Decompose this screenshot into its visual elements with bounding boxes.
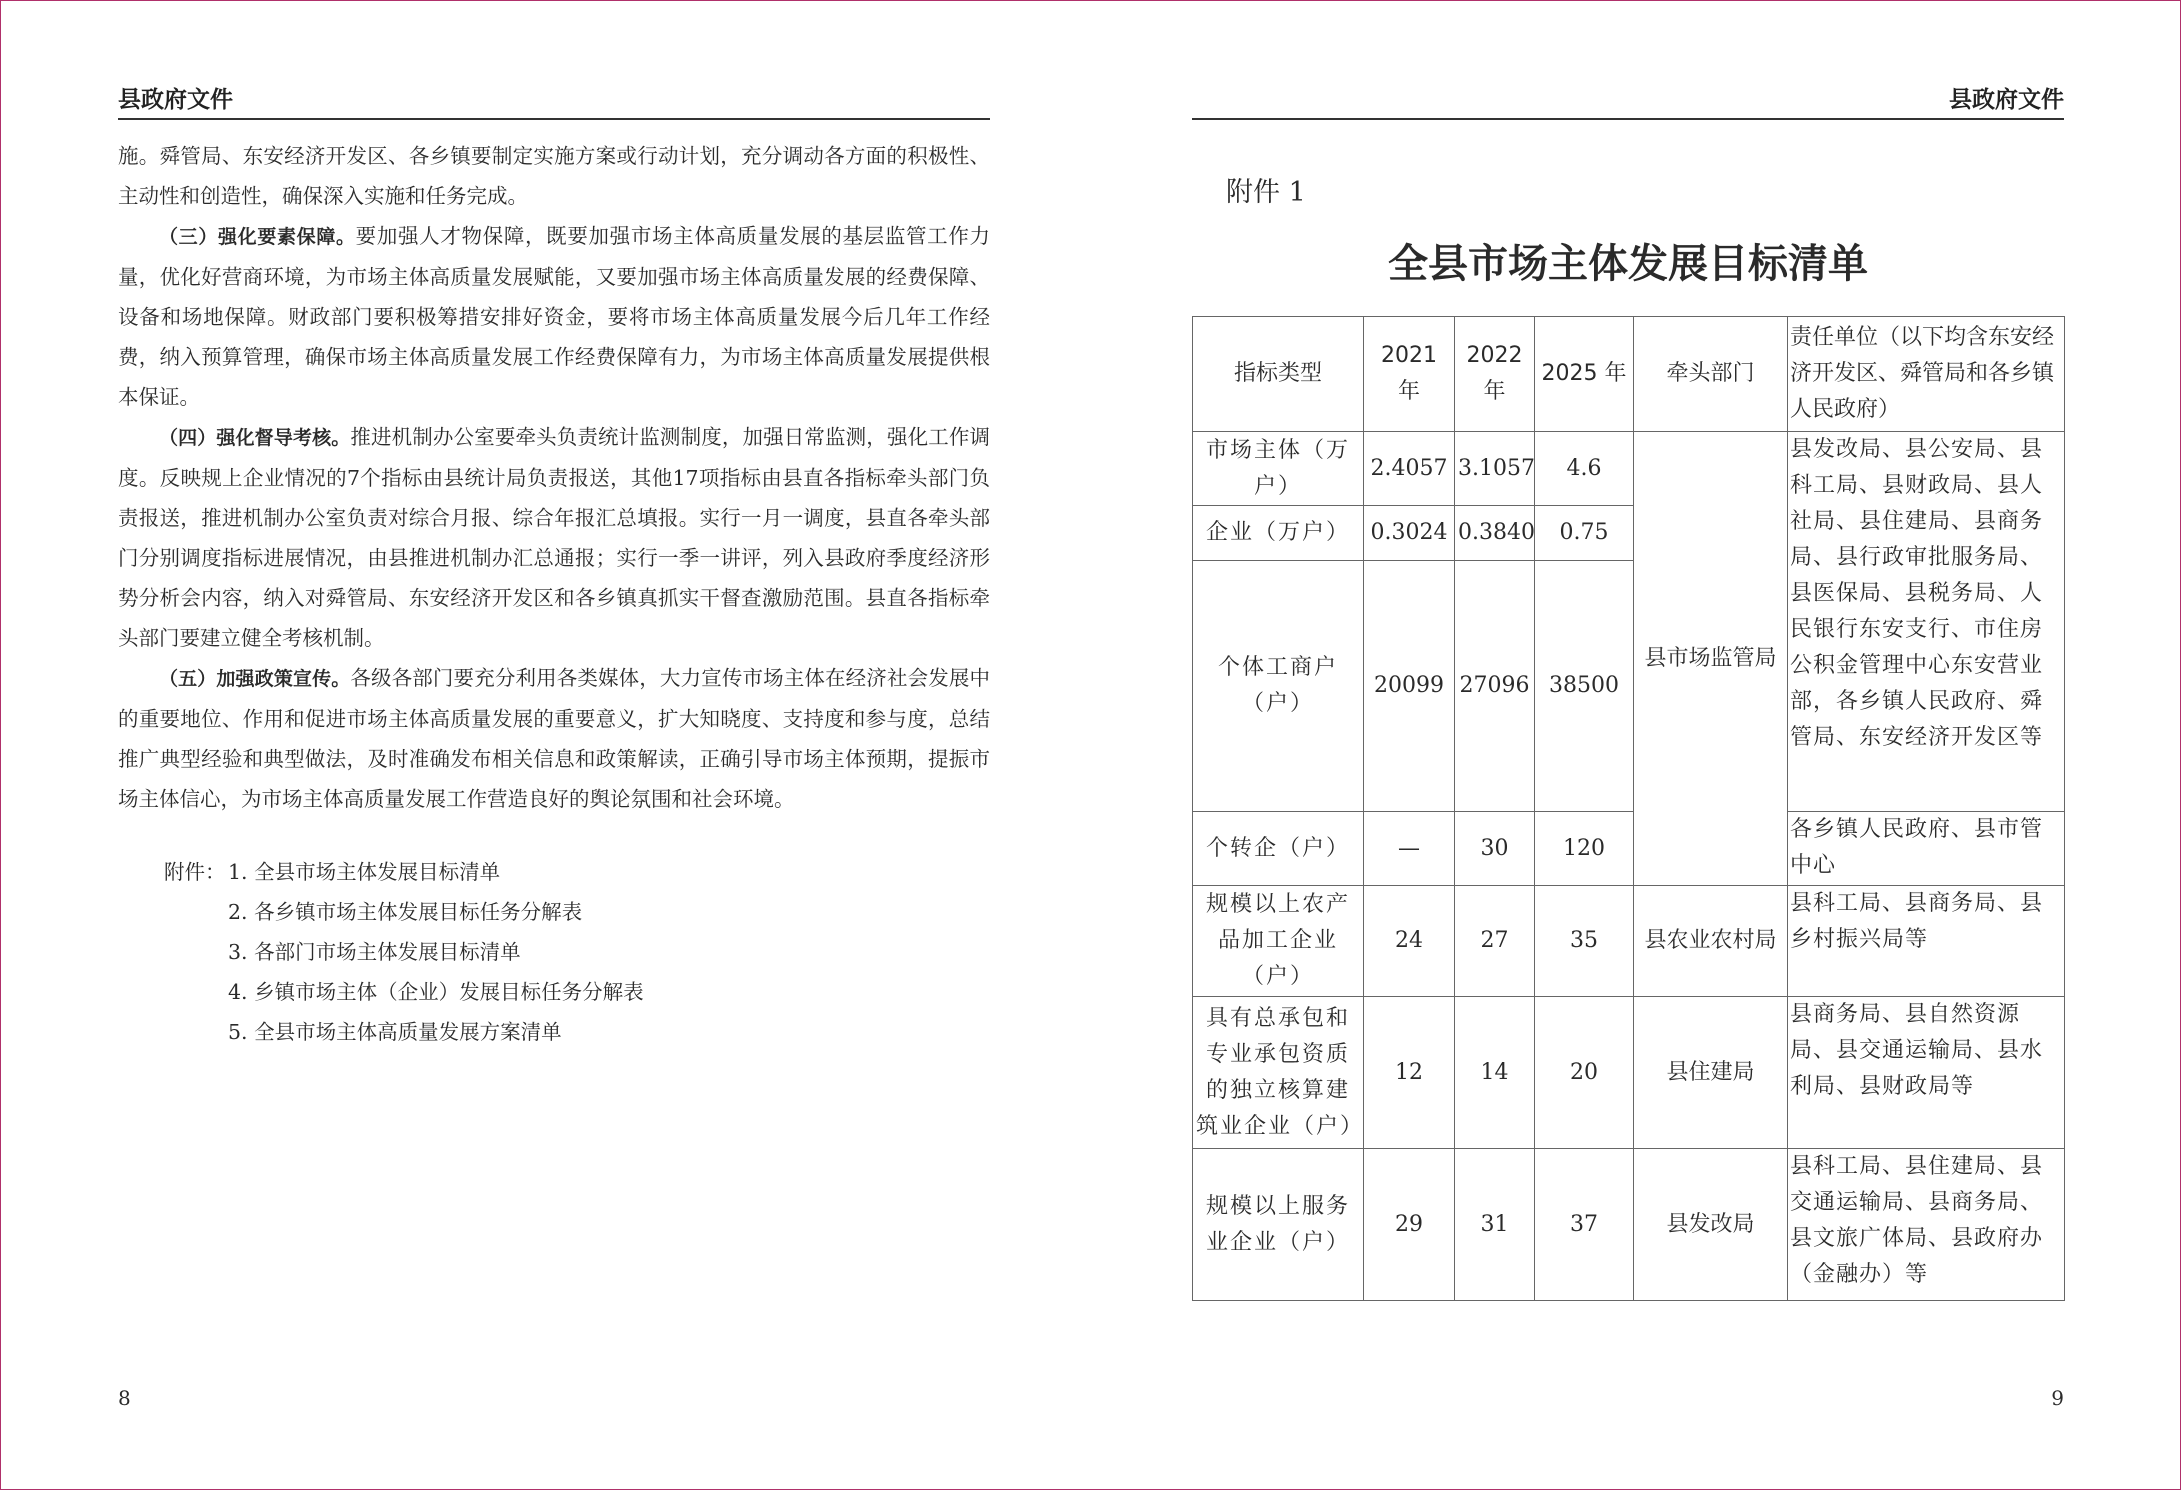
annex-label: 附件 1 bbox=[1226, 177, 1306, 208]
column-header: 2021 年 bbox=[1364, 317, 1455, 432]
header-title: 县政府文件 bbox=[118, 87, 233, 113]
document-title: 全县市场主体发展目标清单 bbox=[1388, 241, 1868, 287]
table-row bbox=[1193, 1149, 2065, 1301]
value-cell: 27096 bbox=[1455, 561, 1535, 812]
column-header: 责任单位（以下均含东安经济开发区、舜管局和各乡镇人民政府） bbox=[1788, 317, 2065, 432]
column-header: 指标类型 bbox=[1193, 317, 1364, 432]
value-cell: 27 bbox=[1455, 886, 1535, 997]
value-cell: 12 bbox=[1364, 997, 1455, 1149]
indicator-cell: 市场主体（万户） bbox=[1193, 432, 1364, 506]
value-cell: 35 bbox=[1535, 886, 1634, 997]
header-title: 县政府文件 bbox=[1949, 87, 2064, 113]
attachments-label: 附件： bbox=[164, 860, 226, 884]
attachments-list bbox=[164, 852, 644, 1052]
lead-department-cell: 县发改局 bbox=[1634, 1149, 1788, 1301]
left-page bbox=[118, 0, 990, 1490]
value-cell: 4.6 bbox=[1535, 432, 1634, 506]
value-cell: 2.4057 bbox=[1364, 432, 1455, 506]
paragraph-resource-guarantee bbox=[118, 216, 990, 417]
table-row bbox=[1193, 997, 2065, 1149]
table-row bbox=[1193, 432, 2065, 506]
value-cell: 3.1057 bbox=[1455, 432, 1535, 506]
lead-department-cell: 县住建局 bbox=[1634, 997, 1788, 1149]
right-page bbox=[1192, 0, 2064, 1490]
table-row bbox=[1193, 812, 2065, 886]
table-header-row bbox=[1193, 317, 2065, 432]
value-cell: 29 bbox=[1364, 1149, 1455, 1301]
value-cell: 20 bbox=[1535, 997, 1634, 1149]
column-header: 牵头部门 bbox=[1634, 317, 1788, 432]
lead-department-cell: 县农业农村局 bbox=[1634, 886, 1788, 997]
responsible-units-cell: 县科工局、县商务局、县乡村振兴局等 bbox=[1788, 886, 2065, 997]
lead-department-cell: 县市场监管局 bbox=[1634, 432, 1788, 886]
running-header-left bbox=[118, 86, 990, 120]
value-cell: 14 bbox=[1455, 997, 1535, 1149]
responsible-units-cell: 县商务局、县自然资源局、县交通运输局、县水利局、县财政局等 bbox=[1788, 997, 2065, 1149]
paragraph-text: 施。舜管局、东安经济开发区、各乡镇要制定实施方案或行动计划，充分调动各方面的积极性、主动性和创造性，确保深入实施和任务完成。 bbox=[118, 144, 990, 208]
value-cell: 31 bbox=[1455, 1149, 1535, 1301]
page-number: 8 bbox=[118, 1386, 131, 1410]
responsible-units-cell: 县科工局、县住建局、县交通运输局、县商务局、县文旅广体局、县政府办（金融办）等 bbox=[1788, 1149, 2065, 1301]
value-cell: 24 bbox=[1364, 886, 1455, 997]
table-row bbox=[1193, 886, 2065, 997]
paragraph-continuation bbox=[118, 136, 990, 216]
indicator-cell: 个体工商户（户） bbox=[1193, 561, 1364, 812]
indicator-cell: 企业（万户） bbox=[1193, 506, 1364, 561]
paragraph-text: 各级各部门要充分利用各类媒体，大力宣传市场主体在经济社会发展中的重要地位、作用和促进市场主体高质量发展的重要意义，扩大知晓度、支持度和参与度，总结推广典型经验和典型做法，及时准确发布相关信息和政策解读，正确引导市场主体预期，提振市场主体信心，为市场主体高质量发展工作营造良好的舆论氛围和社会环境。 bbox=[118, 666, 990, 811]
paragraph-text: 要加强人才物保障，既要加强市场主体高质量发展的基层监管工作力量，优化好营商环境，为市场主体高质量发展赋能，又要加强市场主体高质量发展的经费保障、设备和场地保障。财政部门要积极筹措安排好资金，要将市场主体高质量发展今后几年工作经费，纳入预算管理，确保市场主体高质量发展工作经费保障有力，为市场主体高质量发展提供根本保证。 bbox=[118, 224, 990, 409]
paragraph-text: 推进机制办公室要牵头负责统计监测制度，加强日常监测，强化工作调度。反映规上企业情况的7个指标由县统计局负责报送，其他17项指标由县直各指标牵头部门负责报送，推进机制办公室负责对综合月报、综合年报汇总填报。实行一月一调度，县直各牵头部门分别调度指标进展情况，由县推进机制办汇总通报；实行一季一讲评，列入县政府季度经济形势分析会内容，纳入对舜管局、东安经济开发区和各乡镇真抓实干督查激励范围。县直各指标牵头部门要建立健全考核机制。 bbox=[118, 425, 990, 650]
indicator-cell: 个转企（户） bbox=[1193, 812, 1364, 886]
attachment-item: 4. 乡镇市场主体（企业）发展目标任务分解表 bbox=[228, 980, 644, 1004]
value-cell: 0.75 bbox=[1535, 506, 1634, 561]
value-cell: 30 bbox=[1455, 812, 1535, 886]
column-header: 2025 年 bbox=[1535, 317, 1634, 432]
value-cell: 20099 bbox=[1364, 561, 1455, 812]
indicator-cell: 具有总承包和专业承包资质的独立核算建筑业企业（户） bbox=[1193, 997, 1364, 1149]
paragraph-lead: （三）强化要素保障。 bbox=[159, 226, 356, 248]
value-cell: 38500 bbox=[1535, 561, 1634, 812]
paragraph-lead: （四）强化督导考核。 bbox=[159, 427, 351, 449]
attachment-item: 5. 全县市场主体高质量发展方案清单 bbox=[228, 1020, 562, 1044]
page-number: 9 bbox=[2051, 1386, 2064, 1410]
attachment-item: 3. 各部门市场主体发展目标清单 bbox=[228, 940, 521, 964]
value-cell: 120 bbox=[1535, 812, 1634, 886]
value-cell: 0.3024 bbox=[1364, 506, 1455, 561]
column-header: 2022 年 bbox=[1455, 317, 1535, 432]
paragraph-supervision bbox=[118, 417, 990, 658]
running-header-right bbox=[1192, 86, 2064, 120]
targets-table bbox=[1192, 316, 2065, 1301]
paragraph-publicity bbox=[118, 658, 990, 819]
paragraph-lead: （五）加强政策宣传。 bbox=[159, 668, 351, 690]
responsible-units-cell: 各乡镇人民政府、县市管中心 bbox=[1788, 812, 2065, 886]
indicator-cell: 规模以上服务业企业（户） bbox=[1193, 1149, 1364, 1301]
value-cell: 0.3840 bbox=[1455, 506, 1535, 561]
responsible-units-cell: 县发改局、县公安局、县科工局、县财政局、县人社局、县住建局、县商务局、县行政审批服务局、县医保局、县税务局、人民银行东安支行、市住房公积金管理中心东安营业部，各乡镇人民政府、舜管局、东安经济开发区等 bbox=[1788, 432, 2065, 812]
attachment-item: 附件： 1. 全县市场主体发展目标清单 bbox=[164, 852, 644, 892]
value-cell: 37 bbox=[1535, 1149, 1634, 1301]
indicator-cell: 规模以上农产品加工企业（户） bbox=[1193, 886, 1364, 997]
value-cell: — bbox=[1364, 812, 1455, 886]
attachment-item: 2. 各乡镇市场主体发展目标任务分解表 bbox=[228, 900, 583, 924]
body-text bbox=[118, 136, 990, 819]
